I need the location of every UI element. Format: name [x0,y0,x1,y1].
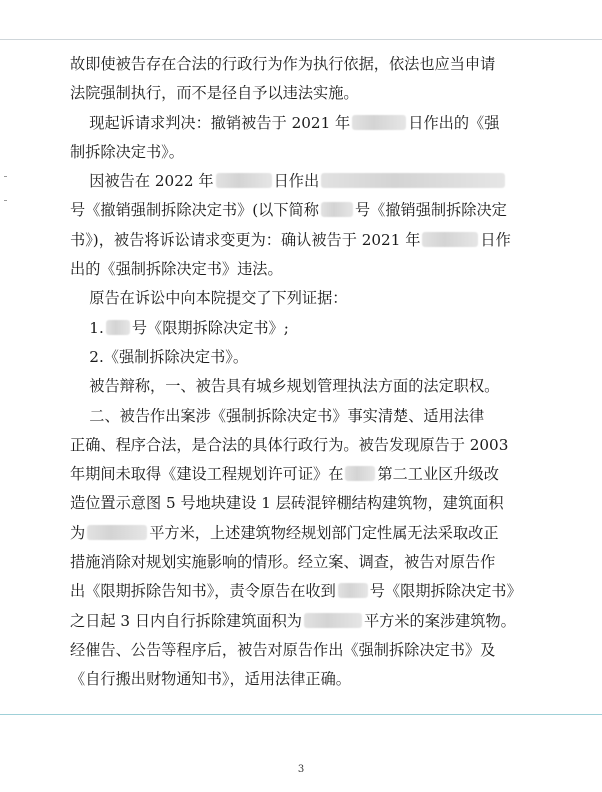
page-number: 3 [297,764,305,775]
text-segment: 号《限期拆除决定书》 [369,582,522,601]
text-line [70,50,540,79]
text-segment: 号《撤销强制拆除决定书》(以下简称 [70,201,319,220]
text-segment: 之日起 3 日内自行拆除建筑面积为 [70,611,302,630]
text-segment: 日作出 [273,172,320,191]
text-line [70,372,540,401]
text-segment: 号《撤销强制拆除决定 [354,201,507,220]
redaction-block [216,173,272,188]
text-line [70,167,540,196]
text-segment: 年期间未取得《建设工程规划许可证》在 [70,465,344,484]
text-line [70,460,540,489]
text-segment: 法院强制执行，而不是径自予以违法实施。 [70,84,359,103]
text-line [70,577,540,606]
text-segment: 日作出的《强 [408,113,500,132]
redaction-block [352,115,406,130]
text-line [70,226,540,255]
text-segment: 为 [70,523,86,542]
text-line [70,314,540,343]
text-segment: 故即使被告存在合法的行政行为作为执行依据，依法也应当申请 [70,55,496,73]
text-segment: 现起诉请求判决：撤销被告于 2021 年 [70,113,351,132]
text-line [70,255,540,284]
text-line [70,636,540,665]
text-segment: 经催告、公告等程序后，被告对原告作出《强制拆除决定书》及 [70,640,496,659]
text-line [70,665,540,694]
text-line [70,431,540,460]
text-segment: 出的《强制拆除决定书》违法。 [70,260,283,279]
text-segment: 因被告在 2022 年 [70,172,214,191]
text-line [70,519,540,548]
text-segment: 第二工业区升级改 [377,465,499,484]
redaction-block [304,613,362,628]
redaction-block [87,525,147,540]
text-segment: 原告在诉讼中向本院提交了下列证据： [70,289,348,308]
text-segment: 书》)，被告将诉讼请求变更为：确认被告于 2021 年 [70,230,421,249]
text-segment: 出《限期拆除告知书》，责令原告在收到 [70,582,336,601]
text-segment: 造位置示意图 5 号地块建设 1 层砖混锌棚结构建筑物，建筑面积 [70,494,504,513]
redaction-block [321,173,505,188]
text-line [70,79,540,108]
text-line [70,138,540,167]
text-line [70,343,540,372]
text-segment: 二、被告作出案涉《强制拆除决定书》事实清楚、适用法律 [70,406,485,425]
redaction-block [321,202,353,217]
text-segment: 平方米的案涉建筑物。 [363,611,516,630]
text-segment: 《自行搬出财物通知书》，适用法律正确。 [70,670,351,689]
bottom-rule [0,714,602,715]
document-body [70,50,540,695]
text-segment: 平方米，上述建筑物经规划部门定性属无法采取改正 [149,523,499,542]
text-segment: 1. [70,318,104,337]
redaction-block [422,232,478,247]
text-line [70,402,540,431]
text-segment: 正确、程序合法，是合法的具体行政行为。被告发现原告于 2003 [70,435,509,454]
redaction-block [106,320,130,335]
text-segment: 号《限期拆除决定书》; [131,318,289,337]
text-line [70,109,540,138]
text-line [70,607,540,636]
text-segment: 措施消除对规划实施影响的情形。经立案、调查，被告对原告作 [70,553,496,572]
text-segment: 2.《强制拆除决定书》。 [70,347,249,366]
text-segment: 被告辩称，一、被告具有城乡规划管理执法方面的法定职权。 [70,377,500,396]
redaction-block [338,583,368,598]
top-rule [0,39,602,40]
text-segment: 制拆除决定书》。 [70,142,184,161]
text-line [70,548,540,577]
margin-mark [4,200,7,201]
text-segment: 日作 [480,230,511,249]
text-line [70,284,540,313]
margin-mark [4,176,7,177]
text-line [70,489,540,518]
text-line [70,196,540,225]
redaction-block [345,466,375,481]
